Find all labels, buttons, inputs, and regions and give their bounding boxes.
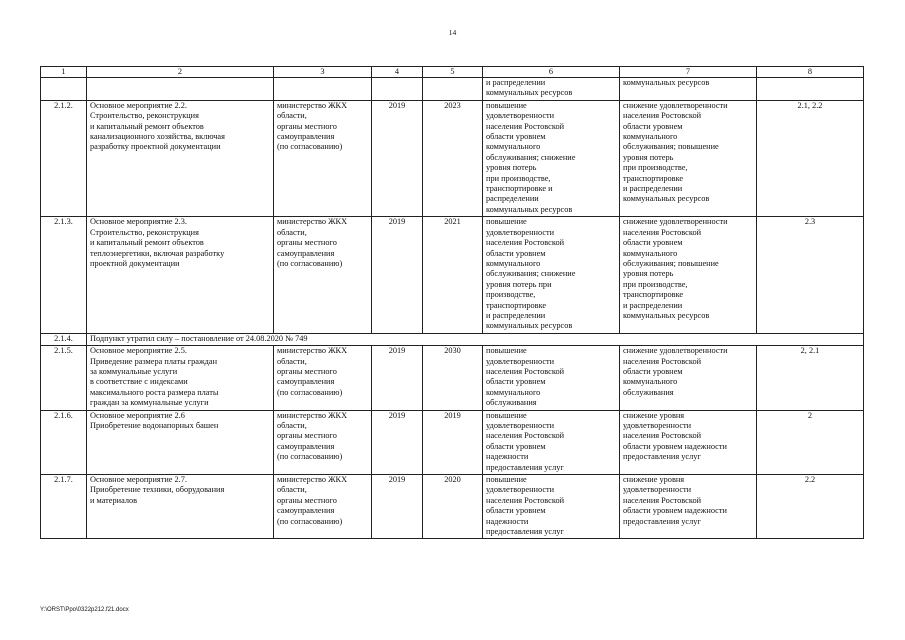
cell-end: 2023 (423, 100, 483, 216)
cell-line: коммунальных ресурсов (623, 194, 710, 204)
cell-start: 2019 (372, 346, 423, 410)
cell-line: уровня потерь (486, 163, 537, 173)
cell-line: министерство ЖКХ (277, 475, 348, 485)
cell-line: Основное мероприятие 2.3. (90, 217, 187, 227)
cell-line: уровня потерь при (486, 279, 552, 289)
cell-line: самоуправления (277, 441, 335, 451)
cell-end (423, 78, 483, 101)
cell-line: надежности (486, 452, 529, 462)
cell-line: самоуправления (277, 248, 335, 258)
cell-line: населения Ростовской (486, 495, 565, 505)
cell-line: области уровнем (623, 121, 683, 131)
cell-line: и капитальный ремонт объектов (90, 121, 204, 131)
measures-table (40, 66, 864, 539)
cell-end: 2020 (423, 475, 483, 539)
cell-line: коммунальных ресурсов (486, 88, 573, 98)
cell-line: удовлетворенности (486, 485, 555, 495)
cell-start (372, 78, 423, 101)
cell-name (87, 346, 274, 410)
cell-start: 2019 (372, 217, 423, 333)
cell-name (87, 78, 274, 101)
cell-line: министерство ЖКХ (277, 410, 348, 420)
cell-line: области уровнем надежности (623, 506, 727, 516)
cell-line: граждан за коммунальные услуги (90, 398, 209, 408)
cell-line: (по согласованию) (277, 516, 343, 526)
cell-indicators: 2 (757, 410, 864, 474)
cell-indicators: 2.1, 2.2 (757, 100, 864, 216)
cell-consequences (620, 100, 757, 216)
cell-line: области, (277, 485, 307, 495)
cell-line: коммунального (623, 248, 678, 258)
cell-line: населения Ростовской (623, 431, 702, 441)
cell-note: Подпункт утратил силу – постановление от 24.08.2020 № 749 (87, 333, 864, 345)
cell-line: удовлетворенности (486, 227, 555, 237)
cell-line: транспортировке (486, 300, 547, 310)
cell-line: снижение уровня (623, 410, 685, 420)
cell-line: повышение (486, 100, 527, 110)
cell-line: коммунальных ресурсов (623, 310, 710, 320)
note-row (41, 333, 864, 345)
cell-line: за коммунальные услуги (90, 366, 178, 376)
cell-end: 2019 (423, 410, 483, 474)
cell-num: 2.1.2. (41, 100, 87, 216)
cell-line: министерство ЖКХ (277, 100, 348, 110)
cell-result (483, 475, 620, 539)
cell-end: 2030 (423, 346, 483, 410)
cell-line: министерство ЖКХ (277, 217, 348, 227)
cell-line: повышение (486, 475, 527, 485)
cell-line: области уровнем надежности (623, 441, 727, 451)
cell-line: повышение (486, 410, 527, 420)
cell-name (87, 475, 274, 539)
cell-line: Основное мероприятие 2.7. (90, 475, 187, 485)
header-cell: 4 (372, 67, 423, 78)
cell-num: 2.1.5. (41, 346, 87, 410)
page-number: 14 (448, 28, 457, 37)
cell-line: самоуправления (277, 132, 335, 142)
cell-executor (274, 475, 372, 539)
cell-line: удовлетворенности (623, 485, 692, 495)
cell-line: (по согласованию) (277, 387, 343, 397)
cell-line: коммунальных ресурсов (623, 78, 710, 87)
cell-line: обслуживания; повышение (623, 142, 719, 152)
header-cell: 6 (483, 67, 620, 78)
cell-line: коммунального (486, 142, 541, 152)
cell-consequences (620, 78, 757, 101)
cell-line: повышение (486, 346, 527, 356)
cell-line: и распределении (623, 184, 683, 194)
cell-consequences (620, 217, 757, 333)
header-cell: 3 (274, 67, 372, 78)
cell-line: надежности (486, 516, 529, 526)
cell-line: повышение (486, 217, 527, 227)
cell-line: удовлетворенности (623, 421, 692, 430)
cell-line: органы местного (277, 121, 337, 131)
cell-line: коммунального (623, 377, 678, 387)
cell-line: предоставления услуг (623, 516, 701, 526)
cell-line: коммунальных ресурсов (486, 204, 573, 214)
header-cell: 1 (41, 67, 87, 78)
cell-consequences (620, 410, 757, 474)
cell-line: самоуправления (277, 506, 335, 516)
cell-line: области, (277, 421, 307, 430)
cell-result (483, 100, 620, 216)
table-row (41, 217, 864, 333)
cell-line: населения Ростовской (486, 431, 565, 441)
cell-line: при производстве, (623, 279, 688, 289)
cell-line: населения Ростовской (623, 111, 702, 121)
cell-start: 2019 (372, 410, 423, 474)
cell-line: области уровнем (623, 238, 683, 248)
cell-line: области, (277, 356, 307, 366)
cell-result (483, 78, 620, 101)
cell-line: (по согласованию) (277, 258, 343, 268)
cell-line: теплоэнергетики, включая разработку (90, 248, 225, 258)
cell-result (483, 346, 620, 410)
cell-line: предоставления услуг (623, 452, 701, 462)
cell-line: удовлетворенности (486, 111, 555, 121)
cell-line: органы местного (277, 431, 337, 441)
cell-line: обслуживания (486, 398, 537, 408)
cell-name (87, 217, 274, 333)
cell-executor (274, 78, 372, 101)
cell-line: при производстве, (486, 173, 551, 183)
cell-line: предоставления услуг (486, 527, 564, 537)
cell-line: обслуживания; снижение (486, 152, 576, 162)
cell-line: уровня потерь (623, 152, 674, 162)
cell-line: и распределении (486, 310, 546, 320)
cell-indicators: 2.2 (757, 475, 864, 539)
cell-line: в соответствие с индексами (90, 377, 188, 387)
cell-end: 2021 (423, 217, 483, 333)
cell-line: Строительство, реконструкция (90, 111, 199, 121)
cell-line: обслуживания; повышение (623, 258, 719, 268)
cell-line: коммунального (486, 258, 541, 268)
cell-line: обслуживания; снижение (486, 269, 576, 279)
cell-line: населения Ростовской (486, 366, 565, 376)
cell-line: удовлетворенности (486, 356, 555, 366)
cell-line: Строительство, реконструкция (90, 227, 199, 237)
cell-line: области уровнем (486, 441, 546, 451)
cell-line: органы местного (277, 238, 337, 248)
header-cell: 7 (620, 67, 757, 78)
cell-indicators: 2.3 (757, 217, 864, 333)
cell-line: коммунального (623, 132, 678, 142)
cell-line: Основное мероприятие 2.2. (90, 100, 187, 110)
cell-line: области, (277, 111, 307, 121)
cell-consequences (620, 475, 757, 539)
cell-executor (274, 217, 372, 333)
cell-line: Приобретение водонапорных башен (90, 421, 219, 430)
cell-start: 2019 (372, 475, 423, 539)
cell-line: Приведение размера платы граждан (90, 356, 218, 366)
cell-line: распределении (486, 194, 539, 204)
cell-consequences (620, 346, 757, 410)
cell-indicators: 2, 2.1 (757, 346, 864, 410)
cell-start: 2019 (372, 100, 423, 216)
header-row (41, 67, 864, 78)
cell-line: разработку проектной документации (90, 142, 221, 152)
cell-line: самоуправления (277, 377, 335, 387)
cell-line: и распределении (486, 78, 546, 87)
cell-line: снижение удовлетворенности (623, 217, 728, 227)
cell-line: населения Ростовской (486, 238, 565, 248)
cell-line: области уровнем (486, 248, 546, 258)
cell-line: снижение удовлетворенности (623, 100, 728, 110)
table-body (41, 67, 864, 539)
cell-line: Основное мероприятие 2.6 (90, 410, 185, 420)
cell-line: населения Ростовской (486, 121, 565, 131)
table-row (41, 410, 864, 474)
cell-line: и материалов (90, 495, 138, 505)
cell-line: при производстве, (623, 163, 688, 173)
cell-line: министерство ЖКХ (277, 346, 348, 356)
cell-executor (274, 100, 372, 216)
header-cell: 2 (87, 67, 274, 78)
cell-line: Основное мероприятие 2.5. (90, 346, 187, 356)
cell-line: максимального роста размера платы (90, 387, 219, 397)
cell-line: области уровнем (486, 506, 546, 516)
cell-num: 2.1.4. (41, 333, 87, 345)
cell-line: области уровнем (486, 377, 546, 387)
cell-line: населения Ростовской (623, 227, 702, 237)
cell-line: обслуживания (623, 387, 674, 397)
cell-line: коммунальных ресурсов (486, 321, 573, 331)
cell-line: удовлетворенности (486, 421, 555, 430)
cell-line: транспортировке и (486, 184, 553, 194)
table-row (41, 346, 864, 410)
cell-num: 2.1.7. (41, 475, 87, 539)
cell-line: и капитальный ремонт объектов (90, 238, 204, 248)
cell-line: канализационного хозяйства, включая (90, 132, 225, 142)
cell-line: транспортировке (623, 173, 684, 183)
header-cell: 5 (423, 67, 483, 78)
cell-line: снижение удовлетворенности (623, 346, 728, 356)
cell-line: области уровнем (486, 132, 546, 142)
cell-line: снижение уровня (623, 475, 685, 485)
cell-result (483, 410, 620, 474)
cell-executor (274, 410, 372, 474)
cell-line: и распределении (623, 300, 683, 310)
cell-line: уровня потерь (623, 269, 674, 279)
cell-num: 2.1.3. (41, 217, 87, 333)
cell-num: 2.1.6. (41, 410, 87, 474)
cell-line: области уровнем (623, 366, 683, 376)
cell-num (41, 78, 87, 101)
cell-line: (по согласованию) (277, 452, 343, 462)
cell-line: (по согласованию) (277, 142, 343, 152)
cell-line: органы местного (277, 495, 337, 505)
cell-line: населения Ростовской (623, 495, 702, 505)
cell-line: Приобретение техники, оборудования (90, 485, 225, 495)
table-row (41, 475, 864, 539)
cell-name (87, 100, 274, 216)
table-row (41, 100, 864, 216)
cell-line: предоставления услуг (486, 462, 564, 472)
cell-indicators (757, 78, 864, 101)
cell-line: коммунального (486, 387, 541, 397)
continuation-row (41, 78, 864, 101)
file-path-footer: Y:\ORST\Ppo\0322p212.f21.docx (40, 607, 129, 613)
cell-executor (274, 346, 372, 410)
cell-line: производстве, (486, 290, 536, 300)
cell-name (87, 410, 274, 474)
cell-line: области, (277, 227, 307, 237)
cell-line: населения Ростовской (623, 356, 702, 366)
cell-line: проектной документации (90, 258, 180, 268)
header-cell: 8 (757, 67, 864, 78)
cell-line: транспортировке (623, 290, 684, 300)
cell-line: органы местного (277, 366, 337, 376)
cell-result (483, 217, 620, 333)
